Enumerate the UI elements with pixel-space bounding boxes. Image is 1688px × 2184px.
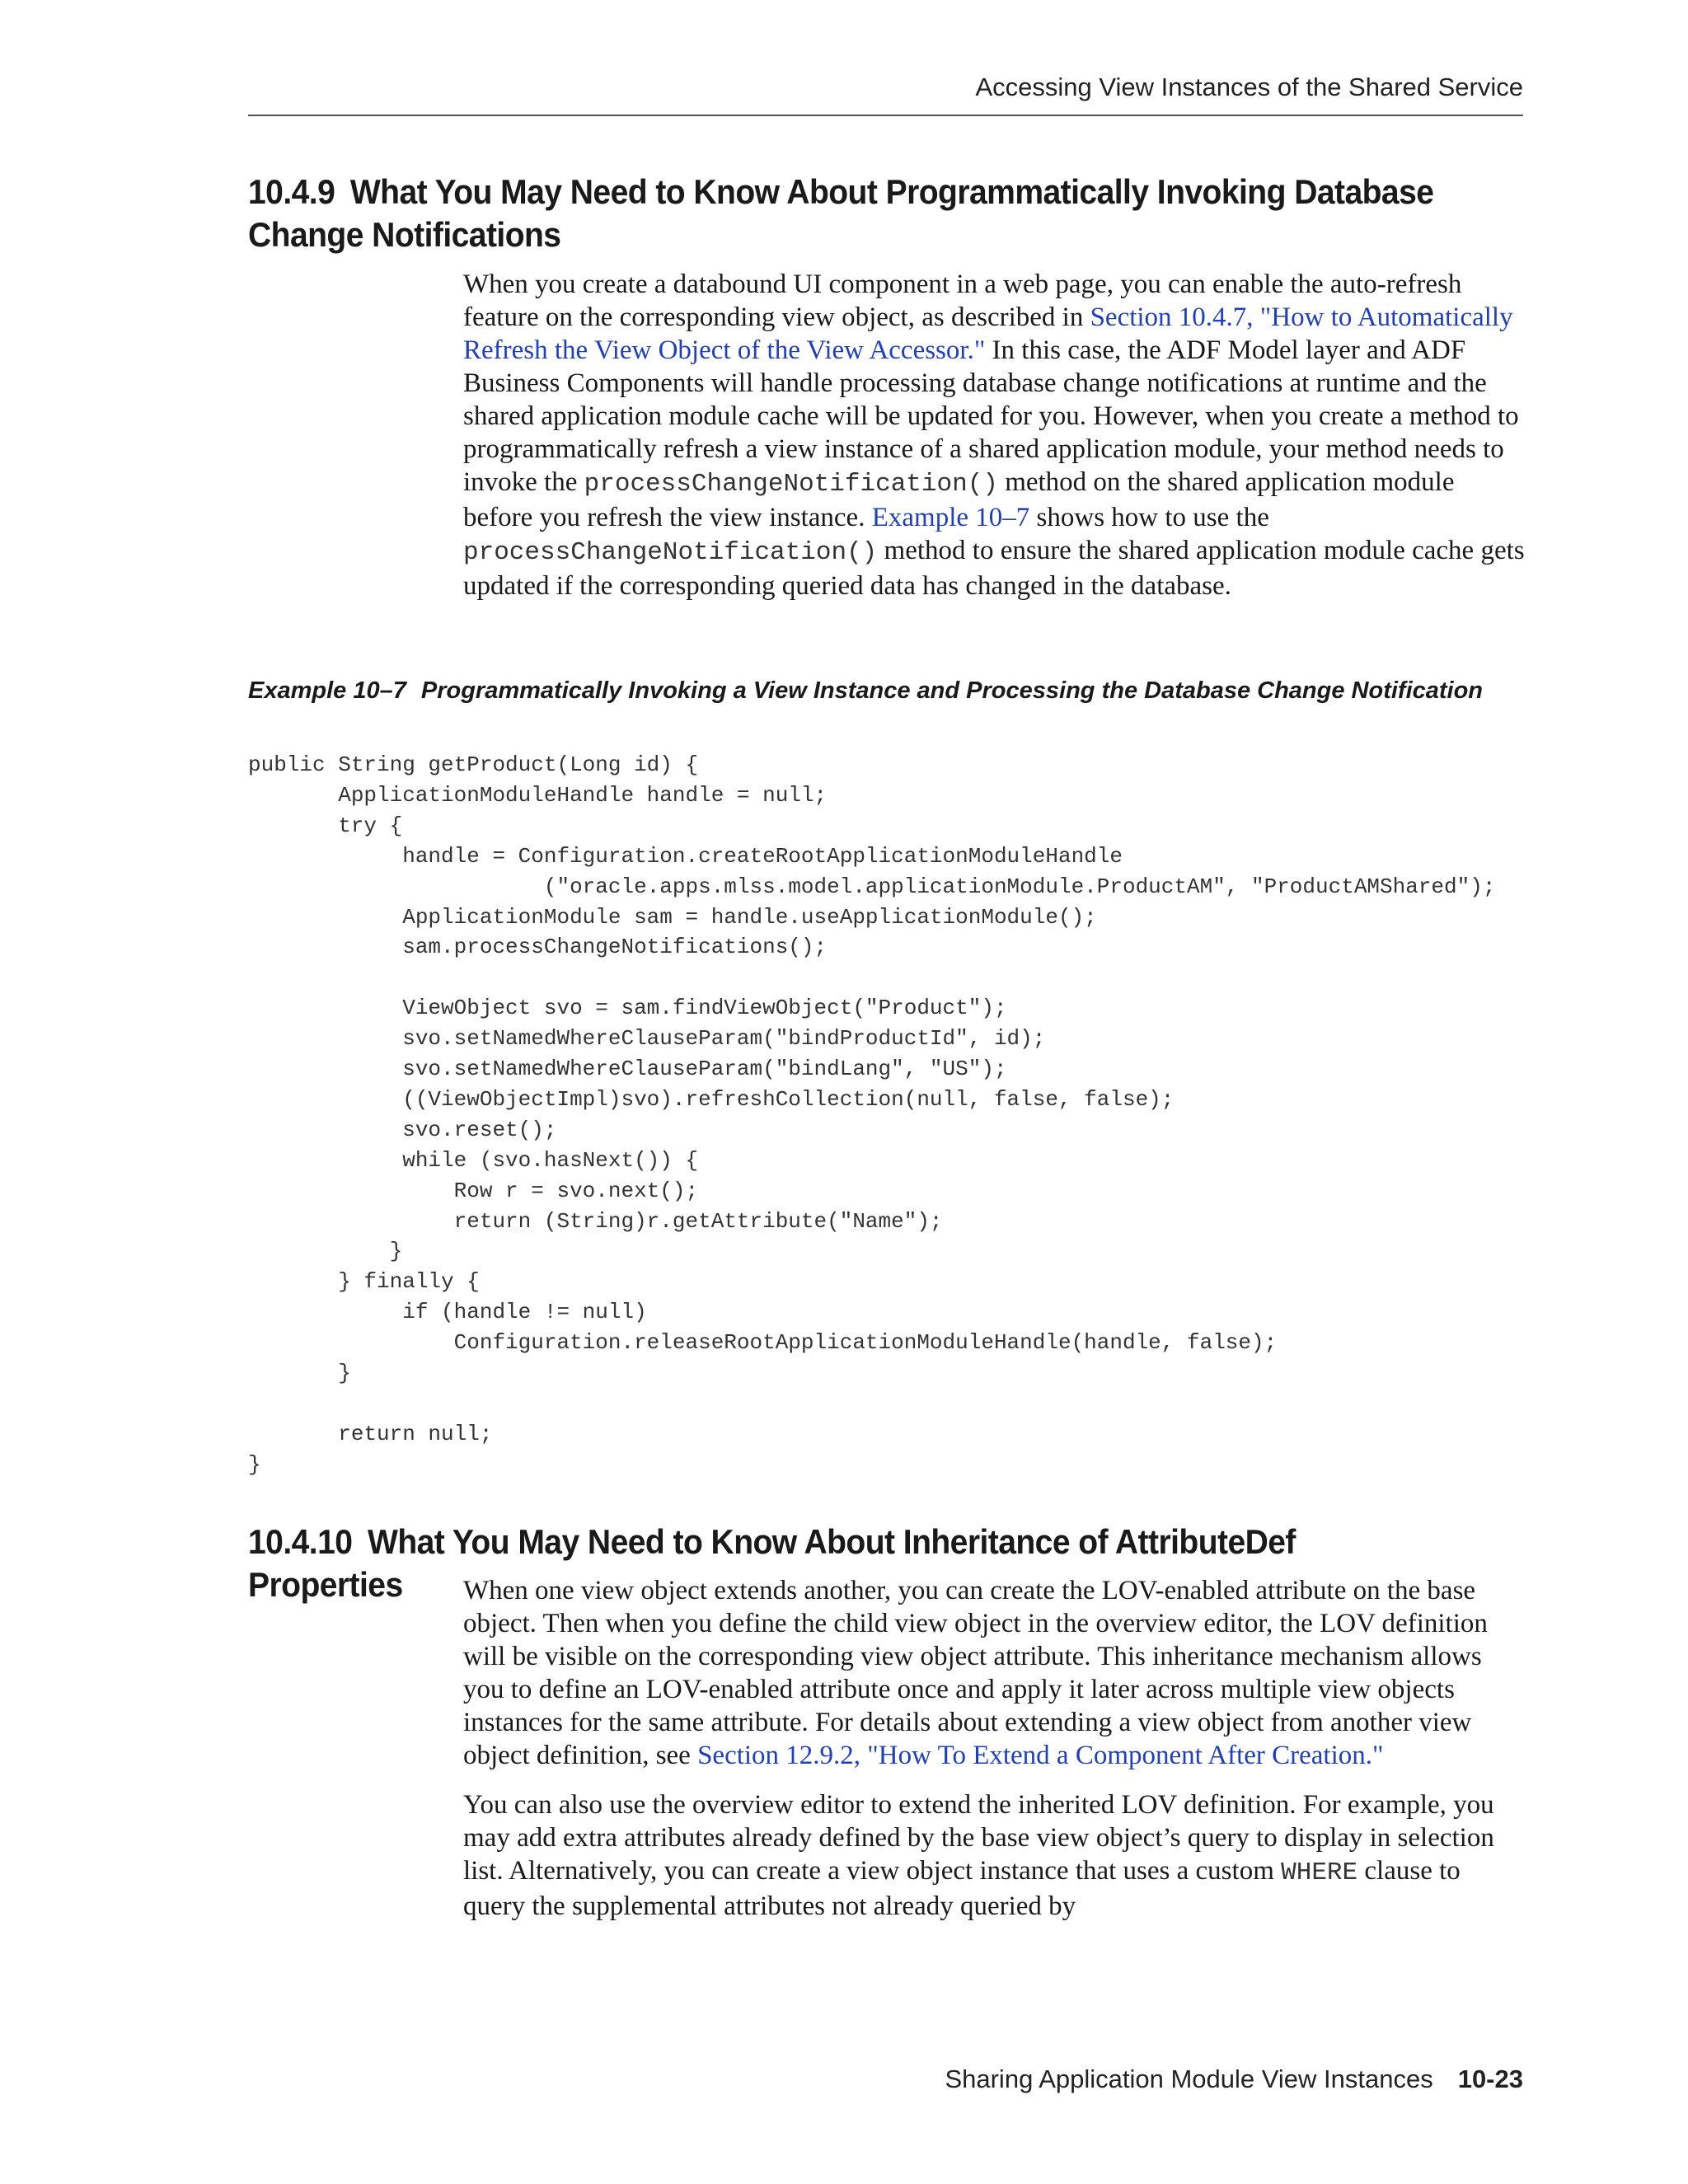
code-line: return (String)r.getAttribute("Name");	[248, 1208, 943, 1234]
code-line: sam.processChangeNotifications();	[248, 935, 828, 960]
code-line: if (handle != null)	[248, 1300, 647, 1325]
paragraph	[463, 1574, 1526, 1772]
page-number: 10-23	[1457, 2064, 1523, 2093]
inline-code: processChangeNotification()	[463, 538, 878, 567]
text-run: When you create a databound UI component in a web page, you can enable the auto-refresh feature on the corresponding view object, as described in	[463, 269, 1462, 332]
paragraph	[463, 268, 1526, 602]
code-line: handle = Configuration.createRootApplicationModuleHandle	[248, 843, 1123, 869]
section-number: 10.4.10	[248, 1522, 353, 1561]
section-10-4-10-body	[463, 1574, 1526, 1923]
code-line: svo.reset();	[248, 1117, 557, 1142]
example-link[interactable]: Example 10–7	[871, 503, 1030, 532]
text-run: clause to query the supplemental attributes not already queried by	[463, 1856, 1461, 1921]
paragraph	[463, 1788, 1526, 1923]
code-line: while (svo.hasNext()) {	[248, 1147, 699, 1173]
code-line: try {	[248, 813, 403, 838]
code-line: svo.setNamedWhereClauseParam("bindLang", "US");	[248, 1057, 1007, 1082]
example-caption	[248, 676, 1534, 706]
running-footer	[945, 2064, 1523, 2094]
code-listing	[248, 750, 1534, 1480]
code-line: return null;	[248, 1421, 493, 1446]
section-10-4-9-heading	[248, 171, 1434, 256]
code-line: }	[248, 1361, 351, 1386]
code-line: }	[248, 1451, 261, 1477]
cross-reference-link[interactable]: Section 10.4.7, "How to Automatically Refresh the View Object of the View Accessor."	[463, 302, 1513, 365]
code-line	[248, 1389, 1534, 1419]
text-run: method to ensure the shared application module cache gets updated if the corresponding queried data has changed in the database.	[463, 536, 1525, 601]
text-run: In this case, the ADF Model layer and ADF Business Components will handle processing database change notifications at runtime and the shared application module cache will be updated for you. However, when you create a method to programmatically refresh a view instance of a shared application module, your method needs to invoke the	[463, 335, 1519, 497]
code-line	[248, 963, 1534, 993]
code-line: Row r = svo.next();	[248, 1178, 699, 1203]
code-line: ApplicationModuleHandle handle = null;	[248, 782, 828, 808]
text-run: When one view object extends another, you can create the LOV-enabled attribute on the base object. Then when you define the child view object in the overview editor, the LOV definition will be visible on the corresponding view object attribute. This inheritance mechanism allows you to define an LOV-enabled attribute once and apply it later across multiple view objects instances for the same attribute. For details about extending a view object from another view object definition, see	[463, 1576, 1488, 1770]
example-title: Programmatically Invoking a View Instance and Processing the Database Change Notification	[420, 677, 1484, 704]
code-line: ((ViewObjectImpl)svo).refreshCollection(null, false, false);	[248, 1086, 1175, 1112]
header-rule	[248, 115, 1523, 116]
section-title: What You May Need to Know About Inheritance of AttributeDef Properties	[248, 1522, 1296, 1604]
text-run: shows how to use the	[1029, 503, 1269, 532]
section-10-4-9-body	[463, 268, 1526, 602]
section-title: What You May Need to Know About Programmatically Invoking Database Change Notifications	[248, 172, 1434, 254]
code-line: ViewObject svo = sam.findViewObject("Product");	[248, 996, 1007, 1021]
inline-code: WHERE	[1281, 1858, 1358, 1887]
cross-reference-link[interactable]: Section 12.9.2, "How To Extend a Component After Creation."	[697, 1741, 1384, 1770]
code-line: }	[248, 1239, 403, 1264]
inline-code: processChangeNotification()	[584, 470, 998, 499]
running-header: Accessing View Instances of the Shared Service	[975, 73, 1523, 101]
code-line: ApplicationModule sam = handle.useApplicationModule();	[248, 904, 1097, 930]
code-line: } finally {	[248, 1269, 480, 1295]
code-line: Configuration.releaseRootApplicationModuleHandle(handle, false);	[248, 1330, 1278, 1356]
section-number: 10.4.9	[248, 172, 335, 211]
code-line: svo.setNamedWhereClauseParam("bindProductId", id);	[248, 1026, 1046, 1052]
code-line: ("oracle.apps.mlss.model.applicationModule.ProductAM", "ProductAMShared");	[248, 874, 1496, 899]
text-run: method on the shared application module before you refresh the view instance.	[463, 467, 1455, 532]
text-run: You can also use the overview editor to extend the inherited LOV definition. For example, you may add extra attributes already defined by the base view object’s query to display in selection list. Alternatively, you can create a view object instance that uses a custom	[463, 1790, 1494, 1886]
example-label: Example 10–7	[248, 677, 406, 704]
chapter-title: Sharing Application Module View Instances	[945, 2064, 1433, 2093]
code-line: public String getProduct(Long id) {	[248, 752, 699, 777]
